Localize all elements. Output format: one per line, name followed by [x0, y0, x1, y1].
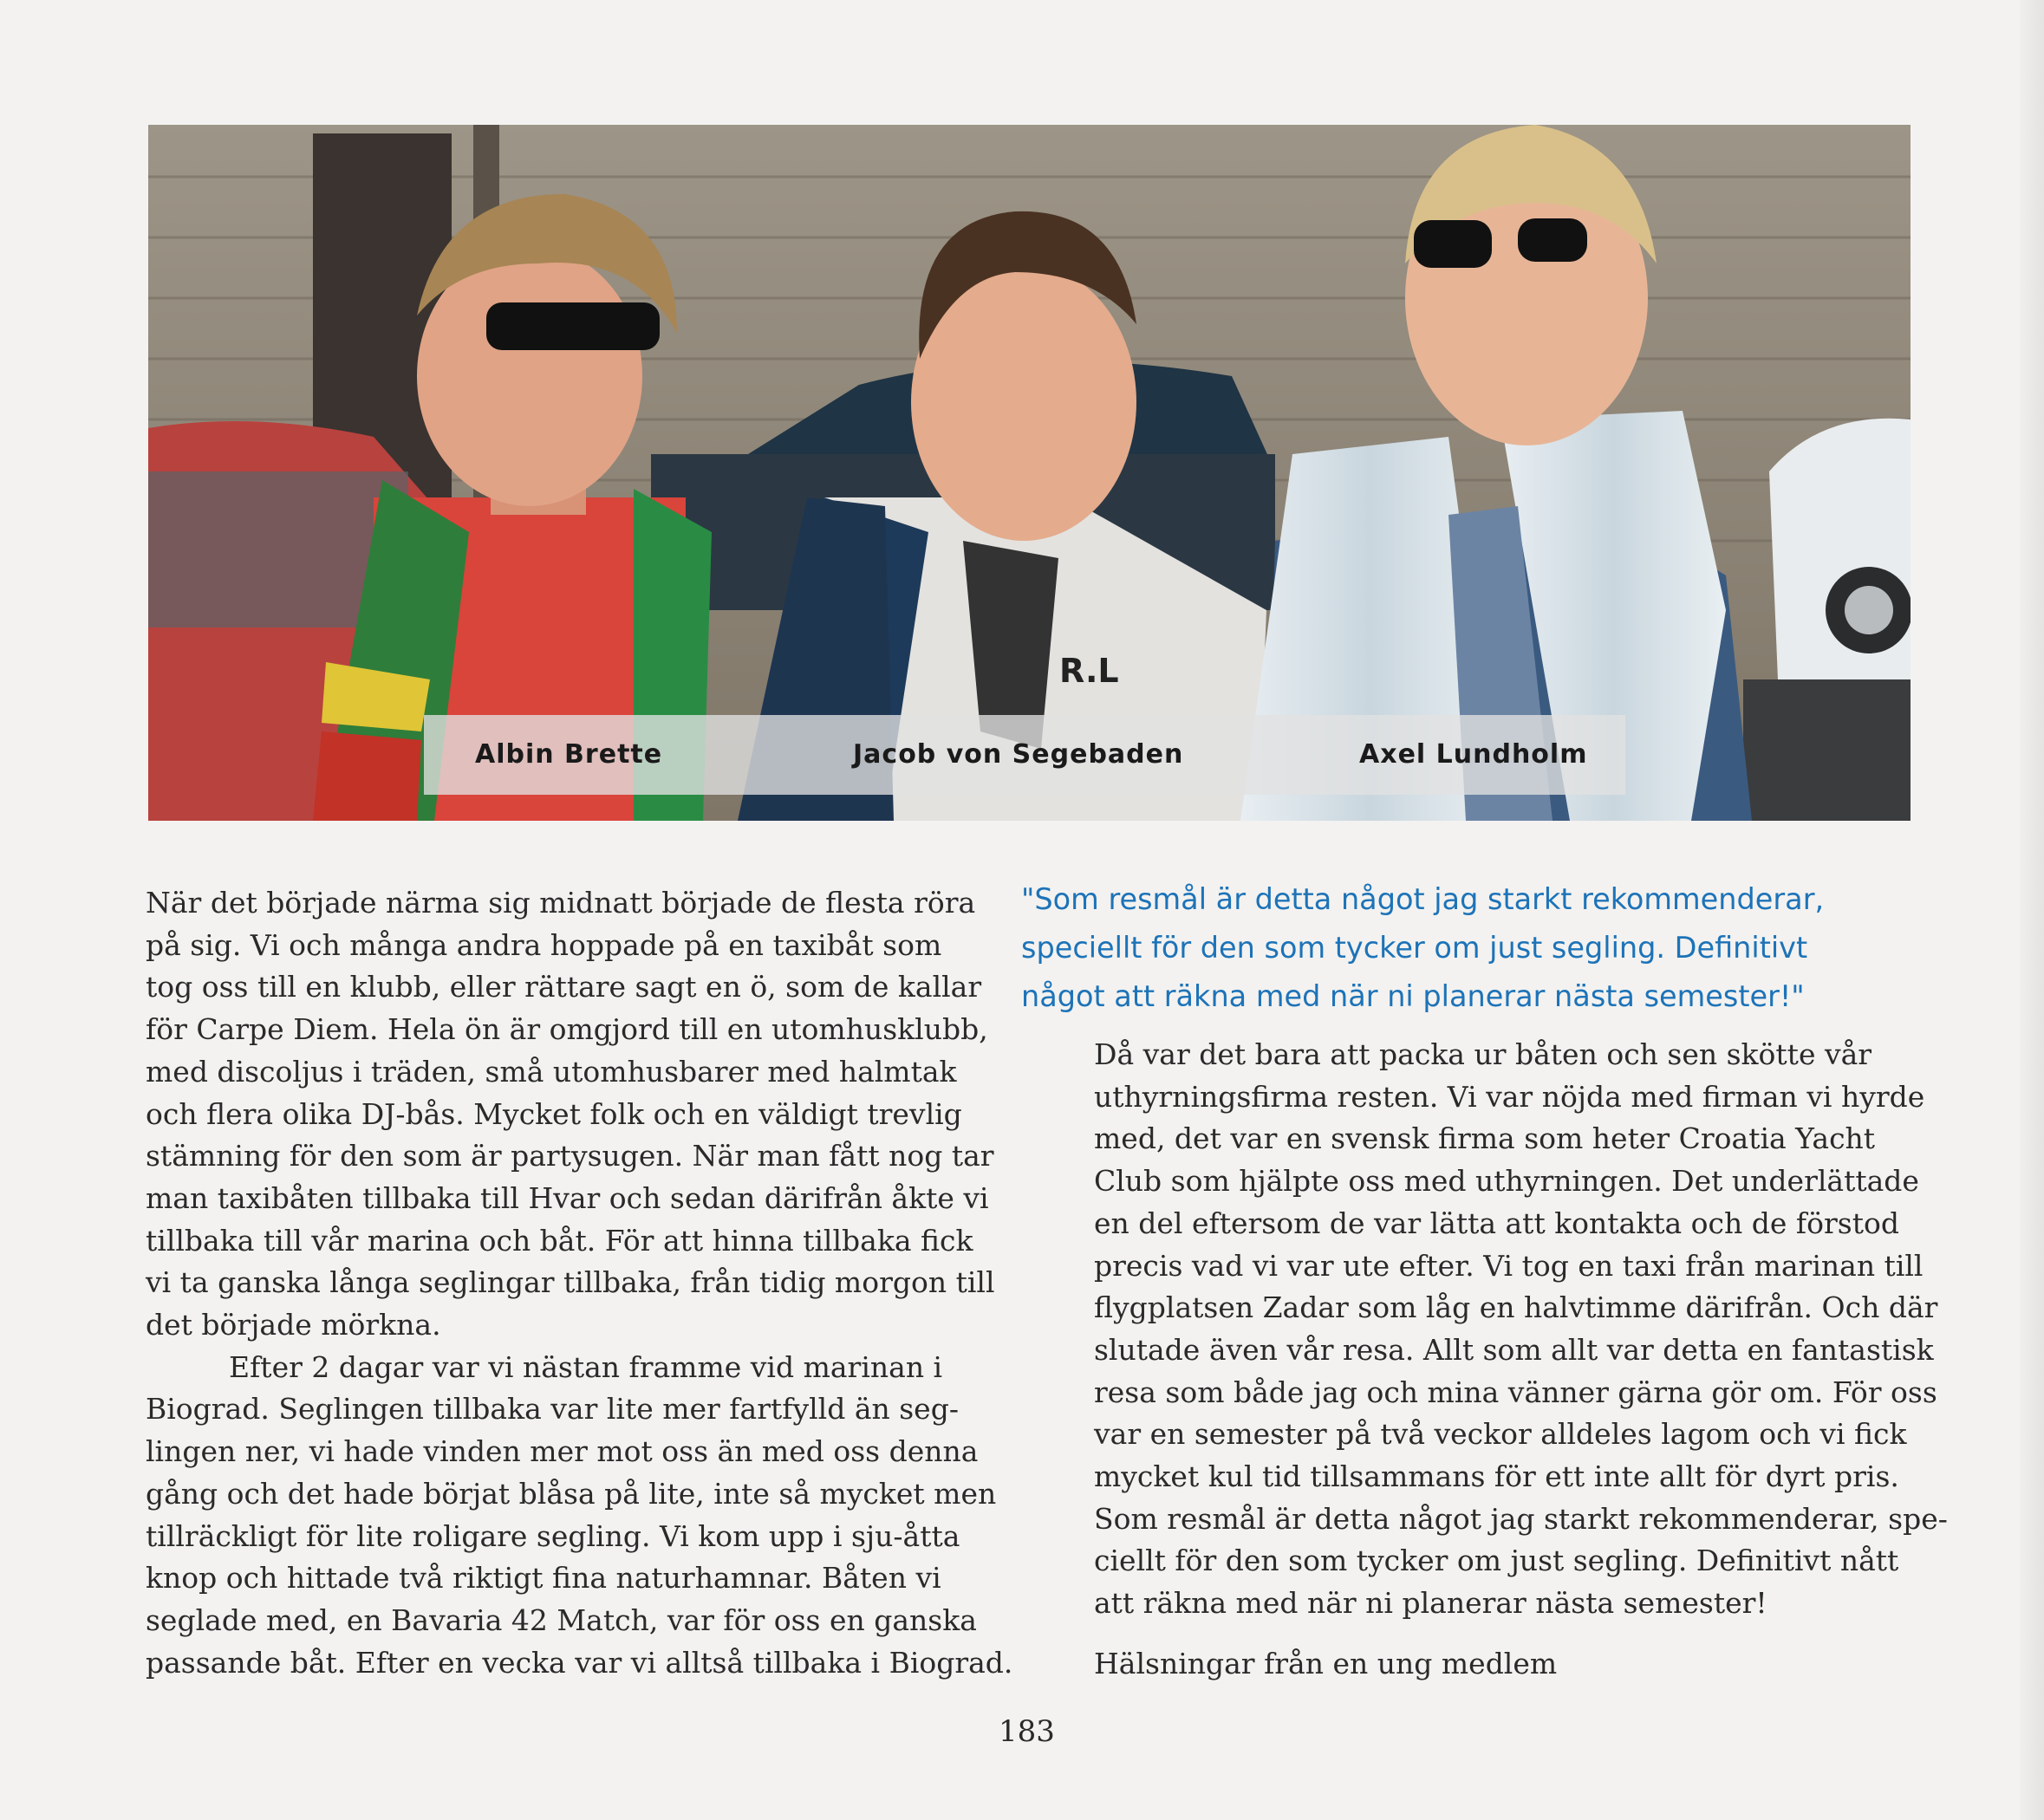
shirt-print: R.L: [1059, 652, 1119, 690]
text-line: stämning för den som är partysugen. När man fått nog tar: [146, 1139, 994, 1173]
text-line: flygplatsen Zadar som låg en halvtimme därifrån. Och där: [1094, 1290, 1938, 1325]
text-line: och flera olika DJ-bås. Mycket folk och en väldigt trevlig: [146, 1096, 962, 1131]
page-number: 183: [999, 1714, 1055, 1749]
text-line: mycket kul tid tillsammans för ett inte allt för dyrt pris.: [1094, 1459, 1899, 1494]
quote-line: något att räkna med när ni planerar nästa semester!": [1021, 979, 1805, 1013]
text-line: var en semester på två veckor alldeles lagom och vi fick: [1094, 1417, 1907, 1452]
text-line: gång och det hade börjat blåsa på lite, inte så mycket men: [146, 1476, 997, 1511]
text-line: en del eftersom de var lätta att kontakta och de förstod: [1094, 1206, 1899, 1240]
page-edge: [2020, 0, 2044, 1820]
text-line: Club som hjälpte oss med uthyrningen. Det underlättade: [1094, 1164, 1919, 1199]
left-paragraph-1: [146, 882, 995, 1347]
text-line: för Carpe Diem. Hela ön är omgjord till en utomhusklubb,: [146, 1012, 988, 1047]
text-line: ciellt för den som tycker om just segling. Definitivt nått: [1094, 1544, 1899, 1578]
text-line: att räkna med när ni planerar nästa semester!: [1094, 1586, 1767, 1621]
caption-axel-lundholm: Axel Lundholm: [1359, 739, 1588, 770]
text-line: Biograd. Seglingen tillbaka var lite mer fartfylld än seg-: [146, 1392, 959, 1427]
text-line: passande båt. Efter en vecka var vi alltså tillbaka i Biograd.: [146, 1645, 1013, 1680]
pull-quote: [1021, 875, 1975, 1021]
right-column: [1094, 1034, 1948, 1625]
text-line: När det började närma sig midnatt började de flesta röra: [146, 886, 976, 920]
text-line: Efter 2 dagar var vi nästan framme vid marinan i: [229, 1349, 943, 1384]
right-paragraph-1: [1094, 1034, 1948, 1625]
text-line: Som resmål är detta något jag starkt rekommenderar, spe-: [1094, 1501, 1948, 1536]
text-line: knop och hittade två riktigt fina naturhamnar. Båten vi: [146, 1561, 941, 1596]
left-column: [146, 882, 1013, 1684]
text-line: man taxibåten tillbaka till Hvar och sedan därifrån åkte vi: [146, 1180, 989, 1215]
quote-line: speciellt för den som tycker om just segling. Definitivt: [1021, 931, 1808, 965]
text-line: uthyrningsfirma resten. Vi var nöjda med firman vi hyrde: [1094, 1079, 1925, 1114]
text-line: resa som både jag och mina vänner gärna gör om. För oss: [1094, 1375, 1937, 1409]
text-line: på sig. Vi och många andra hoppade på en taxibåt som: [146, 927, 942, 962]
text-line: med discoljus i träden, små utomhusbarer med halmtak: [146, 1054, 957, 1089]
text-line: vi ta ganska långa seglingar tillbaka, från tidig morgon till: [146, 1265, 995, 1300]
text-line: Då var det bara att packa ur båten och sen skötte vår: [1094, 1037, 1872, 1071]
caption-jacob-von-segebaden: Jacob von Segebaden: [853, 739, 1184, 770]
caption-albin-brette: Albin Brette: [475, 739, 663, 770]
text-line: med, det var en svensk firma som heter Croatia Yacht: [1094, 1121, 1876, 1156]
text-line: seglade med, en Bavaria 42 Match, var för oss en ganska: [146, 1602, 977, 1637]
text-line: lingen ner, vi hade vinden mer mot oss än med oss denna: [146, 1434, 979, 1469]
quote-line: "Som resmål är detta något jag starkt rekommenderar,: [1021, 882, 1825, 916]
text-line: det började mörkna.: [146, 1308, 441, 1342]
text-line: precis vad vi var ute efter. Vi tog en taxi från marinan till: [1094, 1248, 1924, 1283]
greeting: Hälsningar från en ung medlem: [1094, 1647, 1558, 1680]
left-paragraph-2: [146, 1347, 1013, 1685]
text-line: tog oss till en klubb, eller rättare sagt en ö, som de kallar: [146, 970, 982, 1004]
text-line: tillräckligt för lite roligare segling. Vi kom upp i sju-åtta: [146, 1518, 960, 1553]
text-line: tillbaka till vår marina och båt. För att hinna tillbaka fick: [146, 1223, 973, 1258]
text-line: slutade även vår resa. Allt som allt var detta en fantastisk: [1094, 1332, 1934, 1367]
